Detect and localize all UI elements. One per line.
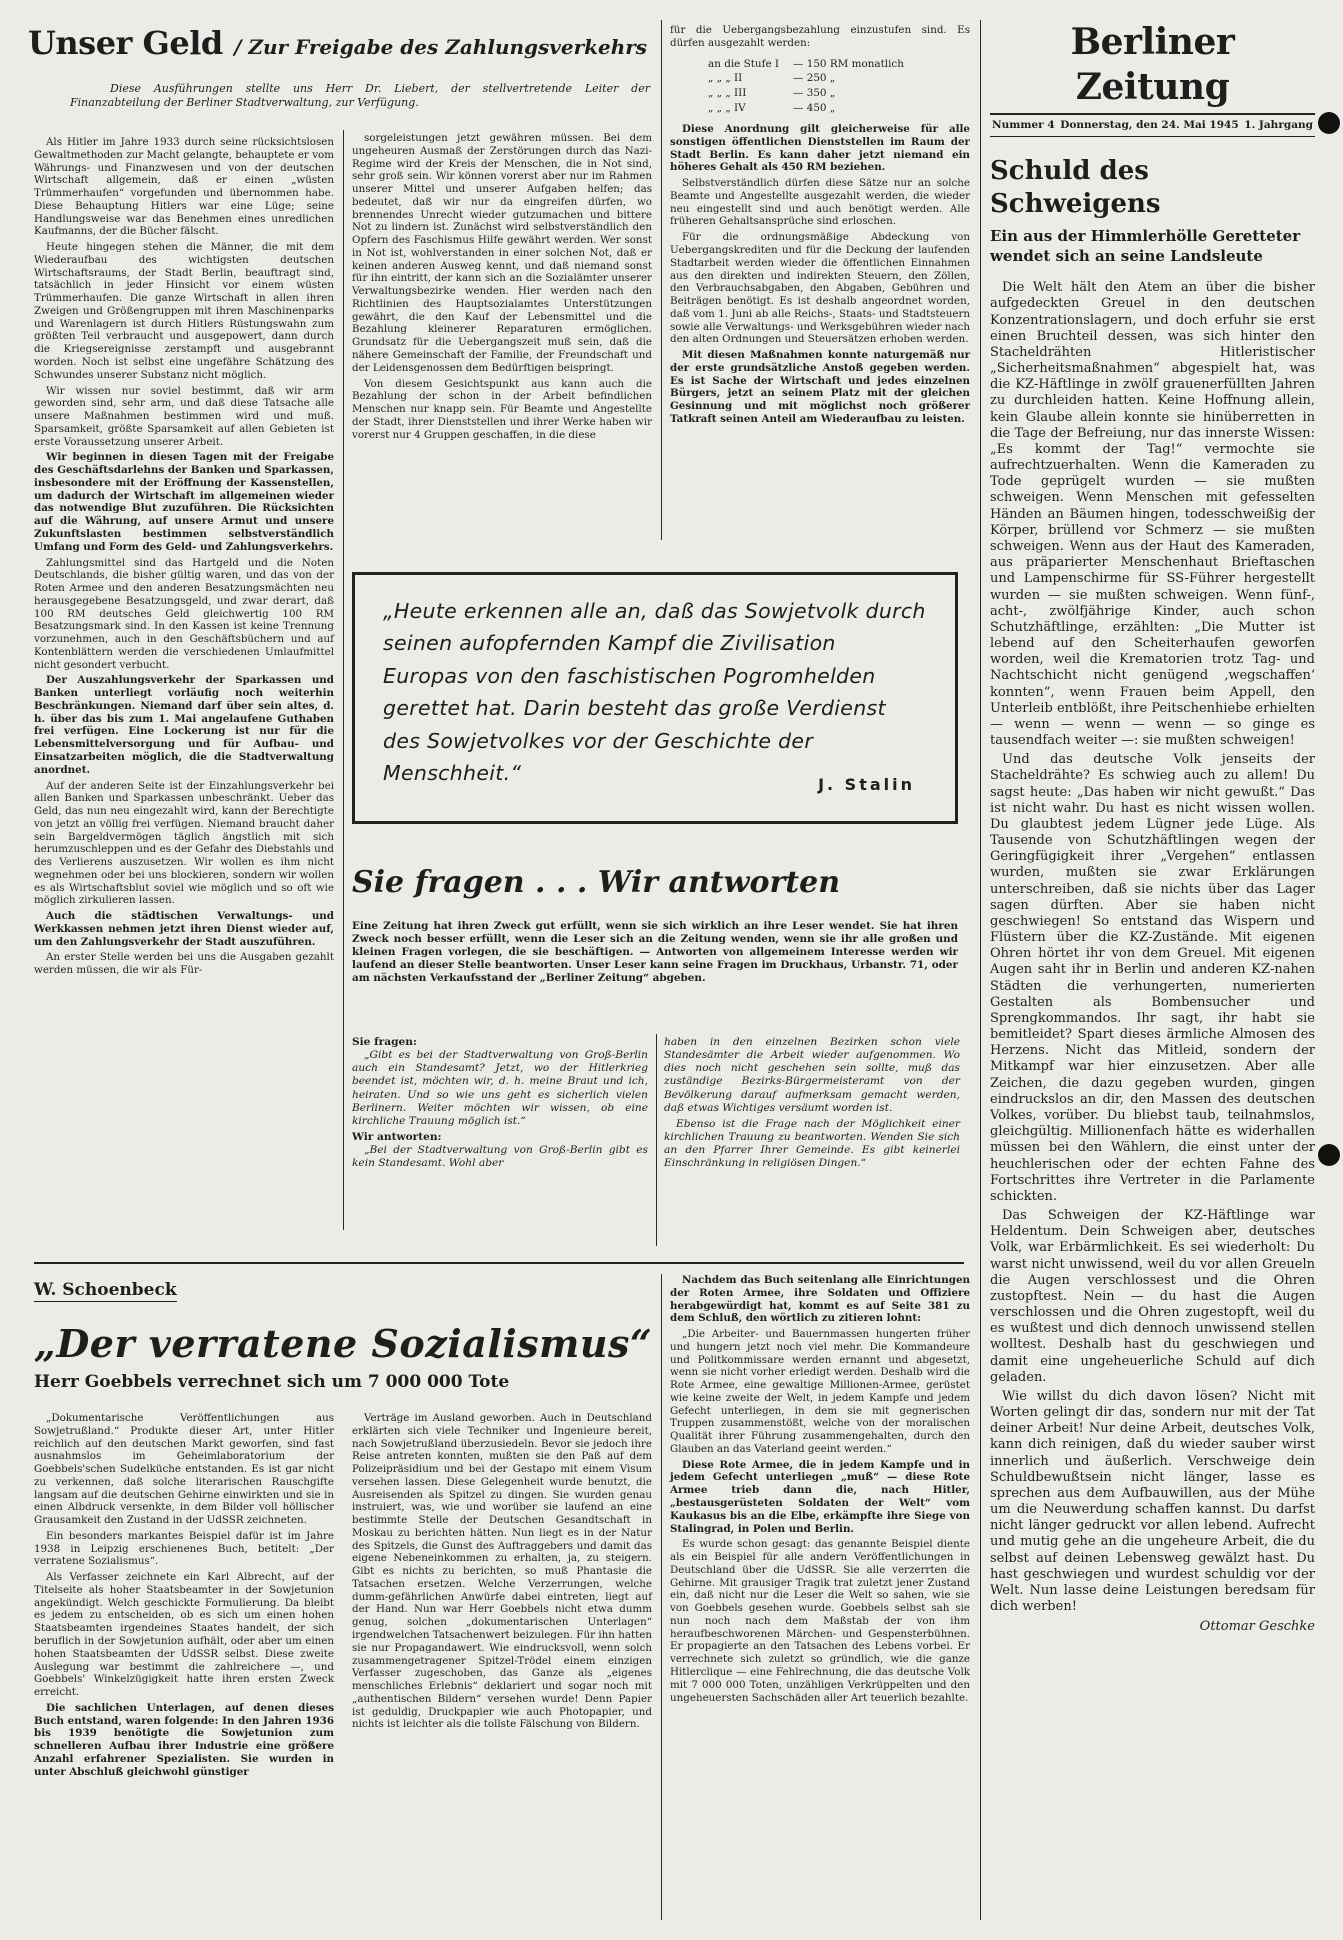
quote-author: J. Stalin: [818, 775, 915, 795]
paragraph: sorgeleistungen jetzt gewähren müssen. Bei dem ungeheuren Ausmaß der Zerstörungen durch das Nazi-Regime wird der Kreis der Menschen, die in Not sind, sehr groß sein. Wir können vorerst aber nur im Rahmen unserer Mittel und unserer Aufgaben helfen; das bedeutet, daß wir nur da eingreifen dürfen, wo brennendes Unrecht wieder gutzumachen und bittere Not zu lindern ist. Zunächst wird selbstverständlich den Opfern des Faschismus Hilfe gewährt werden. Wer sonst in Not ist, wohlverstanden in einer solchen Not, daß er keinen anderen Ausweg kennt, und daß niemand sonst für ihn eintritt, der kann sich an die Sozialämter unserer Verwaltungsbezirke wenden. Hier werden nach den Richtlinien des Hauptsozialamtes Unterstützungen gewährt, die den Kauf der Lebensmittel und die Bezahlung kleinerer Reparaturen ermöglichen. Grundsatz für die Uebergangszeit muß sein, daß die nähere Gemeinschaft der Familie, der Freundschaft und der Leidensgenossen dem Bedürftigen beispringt.: [352, 132, 652, 374]
issue-date: Donnerstag, den 24. Mai 1945: [1060, 119, 1239, 132]
paragraph: Für die ordnungsmäßige Abdeckung von Uebergangskrediten und für die Deckung der laufenden Stadtarbeit werden wieder die öffentlichen Einnahmen aus den direkten und indirekten Steuern, den Zöllen, den Verbrauchsabgaben, den Abgaben, Gebühren und Beiträgen benötigt. Es ist deshalb angeordnet worden, daß vom 1. Juni ab alle Reichs-, Staats- und Stadtsteuern sowie alle Verwaltungs- und Werksgebühren wieder nach den alten Ordnungen und Steuersätzen erhoben werden.: [670, 231, 970, 346]
binder-hole-icon: [1318, 1144, 1340, 1166]
column-divider: [980, 20, 981, 1920]
salary-row: an die Stufe I — 150 RM monatlich: [708, 57, 904, 70]
paragraph: Zahlungsmittel sind das Hartgeld und die Noten Deutschlands, die bisher gültig waren, und das von der Roten Armee und den anderen Besatzungsmächten neu herausgegebene Besatzungsgeld, und zwar derart, daß 100 RM deutsches Geld gleichwertig 100 RM Besatzungsmark sind. In den Kassen ist keine Trennung vorzunehmen, auch in den Geschäftsbüchern und auf Kontenblättern werden die verschiedenen Umlaufmittel nicht gesondert verbucht.: [34, 556, 334, 671]
headline-subtitle-geld: / Zur Freigabe des Zahlungsverkehrs: [234, 35, 648, 59]
paragraph: für die Uebergangsbezahlung einzustufen sind. Es dürfen ausgezahlt werden:: [670, 24, 970, 49]
issue-year: 1. Jahrgang: [1244, 119, 1313, 132]
headline-schuld: Schuld des Schweigens: [990, 156, 1161, 219]
salary-row: „ „ „ III — 350 „: [708, 87, 836, 100]
quote-text: „Heute erkennen alle an, daß das Sowjetvolk durch seinen aufopfernden Kampf die Zivilisation Europas von den faschistischen Pogromhelden gerettet hat. Darin besteht das große Verdienst des Sowjetvolkes vor der Geschichte der Menschheit.“: [383, 599, 926, 785]
paragraph: Als Verfasser zeichnete ein Karl Albrecht, auf der Titelseite als hoher Staatsbeamter in der Sowjetunion angekündigt. Welch geschickte Formulierung. Da bleibt es jedem zu entscheiden, ob es sich um einen hohen Staatsbeamten irgendeines Staates handelt, der sich beruflich in der Sowjetunion aufhält, oder aber um einen hohen Staatsbeamten der UdSSR selbst. Diese zweite Auslegung war bestimmt die zahlreichere —, und Goebbels' Winkelzügigkeit hatte ihren ersten Zweck erreicht.: [34, 1571, 334, 1699]
masthead: [990, 20, 1315, 1636]
paragraph: Wie willst du dich davon lösen? Nicht mit Worten gelingt dir das, sondern nur mit der Tat deiner Arbeit! Nur deine Arbeit, deutsches Volk, kann dich reinigen, daß du wieder sauber wirst innerlich und äußerlich. Verschweige dein Schuldbewußtsein nicht länger, lasse es sprechen aus dem Aufbauwillen, aus der Mühe um die Neuwerdung schaffen kannst. Du darfst nicht länger gedruckt vor allen lebend. Aufrecht und mutig gehe an die ungeheure Arbeit, die du selbst auf deinen Lebensweg gewälzt hast. Du hast geschwiegen und wurdest schuldig vor der Welt. Nun lasse deine Leistungen beredsam für dich werben!: [990, 1388, 1315, 1615]
paragraph-bold: Diese Rote Armee, die in jedem Kampfe und in jedem Gefecht unterliegen „muß“ — diese Rote Armee trieb dann die, nach Hitler, „bestausgerüsteten Soldaten der Welt“ vom Kaukasus bis an die Elbe, erkämpfte ihre Siege von Stalingrad, in Polen und Berlin.: [670, 1458, 970, 1535]
geld-column-2: [352, 132, 652, 444]
paragraph: Selbstverständlich dürfen diese Sätze nur an solche Beamte und Angestellte ausgezahlt werden, die wieder neu eingestellt sind und auch benötigt werden. Alle früheren Gehaltsansprüche sind erloschen.: [670, 177, 970, 228]
fragen-column-2: [664, 1036, 960, 1173]
headline-subtitle-schuld: Ein aus der Himmlerhölle Geretteter wendet sich an seine Landsleute: [990, 226, 1301, 265]
section-divider: [34, 1262, 964, 1264]
paragraph-bold: Nachdem das Buch seitenlang alle Einrichtungen der Roten Armee, ihre Soldaten und Offiziere herabgewürdigt hat, kommt es auf Seite 381 zu dem Schluß, den wörtlich zu zitieren lohnt:: [670, 1274, 970, 1325]
paragraph: Als Hitler im Jahre 1933 durch seine rücksichtslosen Gewaltmethoden zur Macht gelangte, behauptete er vom Währungs- und Finanzwesen und von der deutschen Wirtschaft allgemein, daß er einen „wüsten Trümmerhaufen“ vorgefunden und übernommen habe. Diese Behauptung Hitlers war eine Lüge; seine Handlungsweise war das Benehmen eines unredlichen Kaufmanns, der die Bücher fälscht.: [34, 136, 334, 238]
paragraph-bold: Wir beginnen in diesen Tagen mit der Freigabe des Geschäftsdarlehns der Banken und Sparkassen, insbesondere mit der Eröffnung der Kassenstellen, um dadurch der Wirtschaft im allgemeinen wieder das notwendige Blut zuzuführen. Die Rücksichten auf die Währung, auf unsere Armut und unsere Zukunftslasten bestimmen selbstverständlich Umfang und Form des Geld- und Zahlungsverkehrs.: [34, 451, 334, 553]
geld-column-1: [34, 136, 334, 980]
paragraph-bold: Der Auszahlungsverkehr der Sparkassen und Banken unterliegt vorläufig noch weiterhin Beschränkungen. Niemand darf über sein altes, d. h. über das bis zum 1. Mai angelaufene Guthaben frei verfügen. Eine Lockerung ist nur für die Lebensmittelversorgung und für Aufbau- und Einsatzarbeiten möglich, die die Stadtverwaltung anordnet.: [34, 674, 334, 776]
paragraph-bold: Die sachlichen Unterlagen, auf denen dieses Buch entstand, waren folgende: In den Jahren 1936 bis 1939 benötigte die Sowjetunion zum schnelleren Aufbau ihrer Industrie eine größere Anzahl erfahrener Spezialisten. Sie wurden in unter Abschluß gleichwohl günstiger: [34, 1701, 334, 1778]
schuld-body: [990, 280, 1315, 1635]
salary-row: „ „ „ II — 250 „: [708, 72, 836, 85]
column-divider: [661, 20, 662, 540]
headline-fragen: Sie fragen . . . Wir antworten: [352, 865, 841, 900]
paragraph: Wir wissen nur soviel bestimmt, daß wir arm geworden sind, sehr arm, und daß diese Tatsache alle unsere Maßnahmen bestimmen wird und muß. Sparsamkeit, größte Sparsamkeit auf allen Gebieten ist erste Voraussetzung unserer Arbeit.: [34, 384, 334, 448]
paragraph: Auf der anderen Seite ist der Einzahlungsverkehr bei allen Banken und Sparkassen unbeschränkt. Ueber das Geld, das nun neu eingezahlt wird, kann der Berechtigte von jetzt an völlig frei verfügen. Niemand braucht daher sein Bargeldvermögen täglich ängstlich mit sich herumzuschleppen und es der Gefahr des Diebstahls und des Verlierens auszusetzen. Wir wollen es ihm nicht wegnehmen oder bei uns blockieren, sondern wir wollen es als Wirtschaftsblut soviel wie möglich und so oft wie möglich zirkulieren lassen.: [34, 779, 334, 907]
article-title-geld: [28, 24, 648, 64]
paragraph: Heute hingegen stehen die Männer, die mit dem Wiederaufbau des wichtigsten deutschen Wirtschaftsraums, der Stadt Berlin, beauftragt sind, tatsächlich in jeder Hinsicht vor einem wüsten Trümmerhaufen. Die ganze Wirtschaft in allen ihren Zweigen und Größengruppen mit ihren Maschinenparks und Warenlagern ist durch Hitlers Rüstungswahn zum größten Teil verbraucht und ausgepowert, dann durch die Kriegsereignisse zerstampft und ausgebrannt worden. Noch ist selbst eine ungefähre Schätzung des Schwundes unserer Substanz nicht möglich.: [34, 241, 334, 381]
answer-text: „Bei der Stadtverwaltung von Groß-Berlin gibt es kein Standesamt. Wohl aber: [352, 1144, 648, 1170]
answer-text: Ebenso ist die Frage nach der Möglichkeit einer kirchlichen Trauung zu beantworten. Wenden Sie sich an den Pfarrer Ihrer Gemeinde. Es gibt keinerlei Einschränkung in religiösen Dingen.“: [664, 1117, 960, 1170]
column-divider: [661, 1274, 662, 1920]
answer-text: haben in den einzelnen Bezirken schon viele Standesämter die Arbeit wieder aufgenommen. Wo dies noch nicht geschehen sein sollte, muß das zuständige Bezirks-Bürgermeisteramt von der Bevölkerung darauf aufmerksam gemacht werden, daß etwas Wichtiges versäumt worden ist.: [664, 1036, 960, 1114]
paragraph: Verträge im Ausland geworben. Auch in Deutschland erklärten sich viele Techniker und Ingenieure bereit, nach Sowjetrußland überzusiedeln. Bevor sie jedoch ihre Reise antreten konnten, mußten sie den Paß auf dem Polizeipräsidium und bei der Gestapo mit einem Visum versehen lassen. Diese Gelegenheit wurde benutzt, die Ausreisenden als Spitzel zu dingen. Sie wurden genau instruiert, was, wie und worüber sie laufend an eine bestimmte Stelle der Deutschen Gesandtschaft in Moskau zu berichten hätten. Nun liegt es in der Natur des Spitzels, die Gunst des Auftraggebers und damit das eigene Nebeneinkommen zu erhalten, ja, zu steigern. Gibt es nichts zu berichten, so muß Phantasie die Tatsachen ersetzen. Welche Verzerrungen, welche dumm-gefährlichen Anwürfe dabei eintreten, liegt auf der Hand. Nun war Herr Goebbels nicht etwa dumm genug, solchen „dokumentarischen Unterlagen“ irgendwelchen Tatsachenwert beizulegen. Für ihn hatten sie nur Propagandawert. Wie eindrucksvoll, wenn solch zusammengetragener Spitzel-Trödel einem einzigen Verfasser zugeschoben, das Ganze als „eigenes menschliches Erlebnis“ deklariert und sogar noch mit „authentischen Bildern“ versehen wurde! Denn Papier ist geduldig, Druckpapier wie auch Photopapier, und nichts ist leichter als die tollste Fälschung von Bildern.: [352, 1412, 652, 1731]
signature: Ottomar Geschke: [1199, 1619, 1315, 1635]
headline-verrat: „Der verratene Sozialismus“: [34, 1321, 653, 1366]
issue-number: Nummer 4: [992, 119, 1055, 132]
paragraph-bold: Diese Anordnung gilt gleicherweise für alle sonstigen öffentlichen Dienststellen im Raum der Stadt Berlin. Es kann daher jetzt niemand ein höheres Gehalt als 450 RM beziehen.: [670, 123, 970, 174]
paragraph: „Dokumentarische Veröffentlichungen aus Sowjetrußland.“ Produkte dieser Art, unter Hitler reichlich auf den deutschen Markt geworfen, sind fast ausnahmslos im Geheimlaboratorium der Goebbels'schen Sudelküche entstanden. Es ist gar nicht zu verkennen, daß solche literarischen Rauschgifte langsam auf die deutschen Gehirne einwirkten und sie in einen Albdruck versenkte, in dem Bilder voll höllischer Grausamkeit den Zustand in der UdSSR zeichneten.: [34, 1412, 334, 1527]
fragen-intro: Eine Zeitung hat ihren Zweck gut erfüllt, wenn sie sich wirklich an ihre Leser wendet. Sie hat ihren Zweck noch besser erfüllt, wenn die Leser sich an die Zeitung wenden, wenn sie ihr alle großen und kleinen Fragen vorlegen, die sie beschäftigen. — Antworten von allgemeinem Interesse werden wir laufend an dieser Stelle beantworten. Unser Leser kann seine Fragen im Druckhaus, Urbanstr. 71, oder am nächsten Verkaufsstand der „Berliner Zeitung“ abgeben.: [352, 920, 958, 984]
column-divider: [343, 130, 344, 1230]
verrat-column-1: [34, 1412, 334, 1781]
fragen-column-1: [352, 1036, 648, 1173]
article-author: W. Schoenbeck: [34, 1280, 177, 1302]
paragraph: Ein besonders markantes Beispiel dafür ist im Jahre 1938 in Leipzig erschienenes Buch, betitelt: „Der verratene Sozialismus“.: [34, 1529, 334, 1568]
newspaper-name: Berliner Zeitung: [990, 20, 1315, 115]
answer-label: Wir antworten:: [352, 1130, 442, 1143]
paragraph: An erster Stelle werden bei uns die Ausgaben gezahlt werden müssen, die wir als Für-: [34, 951, 334, 977]
paragraph: „Die Arbeiter- und Bauernmassen hungerten früher und hungern jetzt noch viel mehr. Die Kommandeure und Politkommissare werden ernannt und abgesetzt, wenn sie nicht vorher erledigt werden. Deshalb wird die Rote Armee, eine gewaltige Millionen-Armee, gerüstet wie keine zweite der Welt, in jedem Kampfe und jedem Gefecht unterliegen, in dem sie mit gegnerischen Truppen zusammenstößt, welche von der moralischen Qualität ihrer Führung zusammengehalten, durch den Glauben an das Vaterland geeint werden.“: [670, 1328, 970, 1455]
paragraph: Es wurde schon gesagt: das genannte Beispiel diente als ein Beispiel für alle andern Veröffentlichungen in Deutschland über die UdSSR. Sie alle verzerrten die Gehirne. Mit grausiger Tragik trat zuletzt jener Zustand ein, daß nicht nur die Leser die Welt so sahen, wie sie von Goebbels gesehen wurde. Goebbels selbst sah sie nun noch nach dem Maßstab der von ihm heraufbeschworenen Märchen- und Gespensterbühnen. Er propagierte an den Tatsachen des Lebens vorbei. Er verrechnete sich zuletzt so gründlich, wie die ganze Hitlerclique — eine Fehlrechnung, die das deutsche Volk mit 7 000 000 Toten, unzähligen Verkrüppelten und den ungeheuersten Sachschäden aller Art teuerlich bezahlte.: [670, 1538, 970, 1704]
verrat-column-3: [670, 1274, 970, 1707]
verrat-column-2: [352, 1412, 652, 1734]
paragraph-bold: Mit diesen Maßnahmen konnte naturgemäß nur der erste grundsätzliche Anstoß gegeben werden. Es ist Sache der Wirtschaft und jedes einzelnen Bürgers, jetzt an seinem Platz mit der gleichen Gesinnung und mit möglichst noch größerer Tatkraft seinen Anteil am Wiederaufbau zu leisten.: [670, 349, 970, 425]
paragraph: Und das deutsche Volk jenseits der Stacheldrähte? Es schwieg auch zu allem! Du sagst heute: „Das haben wir nicht gewußt.“ Das ist nicht wahr. Du hast es nicht wissen wollen. Du glaubtest jedem Lügner jede Lüge. Als Tausende von Schutzhäftlingen wegen der Geringfügigkeit ihrer „Vergehen“ entlassen wurden, mußten sie zwar Erklärungen unterschreiben, daß sie nichts über das Lager sagen dürften. Aber sie haben nicht geschwiegen! So entstand das Wispern und Flüstern über die KZ-Zustände. Mit eigenen Ohren hörtet ihr von dem Greuel. Mit eigenen Augen saht ihr in Berlin und anderen KZ-nahen Städten die verhungerten, numerierten Gestalten als Bombensucher und Sprengkommandos. Ihr sagt, ihr habt sie bemitleidet? Spart dieses ärmliche Almosen des Herzens. Nicht das Mitleid, sondern der Mitkampf war hier einzusetzen. Aber alle Zeichen, die dazu gegeben wurden, gingen eindruckslos an dir, den Massen des deutschen Volkes, vorüber. Du bliebst taub, teilnahmslos, gleichgültig. Millionenfach hätte es widerhallen müssen bei den Wählern, die einst unter der heuchlerischen oder der echten Fahne des Fortschrittes ihre Vertreter in die Parlamente schickten.: [990, 752, 1315, 1204]
salary-row: „ „ „ IV — 450 „: [708, 102, 836, 115]
paragraph-bold: Auch die städtischen Verwaltungs- und Werkkassen nehmen jetzt ihren Dienst wieder auf, um den Zahlungsverkehr der Stadt auszuführen.: [34, 910, 334, 948]
paragraph: Die Welt hält den Atem an über die bisher aufgedeckten Greuel in den deutschen Konzentrationslagern, und doch erfuhr sie erst einen Bruchteil dessen, was sich hinter den Stacheldrähten Hitleristischer „Sicherheitsmaßnahmen“ abgespielt hat, was die KZ-Häftlinge in zwölf grauenerfüllten Jahren zu durchleiden hatten. Keine Hoffnung allein, kein Glaube allein konnte sie hinüberretten in die Tage der Befreiung, nur das innerste Wissen: „Es kommt der Tag!“ vermochte sie aufrechtzuerhalten. Wenn die Kameraden zu Tode geprügelt wurden — sie mußten schweigen. Wenn Menschen mit gefesselten Händen an Bäumen hingen, todesschweißig der Körper, brüllend vor Schmerz — sie mußten schweigen. Wenn aus der Haut des Kameraden, aus präparierter Menschenhaut Brieftaschen und Lampenschirme für SS-Führer hergestellt wurden — sie mußten schweigen. Wenn fünf-, acht-, zwölfjährige Kinder, auch schon Schutzhäftlinge, erzählten: „Die Mutter ist lebend auf den Scheiterhaufen geworfen worden, weil die Krematorien trotz Tag- und Nachtschicht nicht genügend ‚wegschaffen‘ konnten“, wenn Frauen beim Appell, den Unterleib entblößt, ihre Peitschenhiebe erhielten — wenn — wenn — wenn — so ginge es tausendfach weiter —: sie mußten schweigen!: [990, 280, 1315, 749]
quote-box: [352, 572, 958, 824]
article-intro-geld: Diese Ausführungen stellte uns Herr Dr. Liebert, der stellvertretende Leiter der Finanzabteilung der Berliner Stadtverwaltung, zur Verfügung.: [70, 82, 650, 109]
binder-hole-icon: [1318, 112, 1340, 134]
paragraph: Von diesem Gesichtspunkt aus kann auch die Bezahlung der schon in der Arbeit befindlichen Menschen nur knapp sein. Für Beamte und Angestellte der Stadt, ihrer Dienststellen und ihrer Werke haben wir vorerst nur 4 Gruppen geschaffen, in die diese: [352, 377, 652, 441]
column-divider: [656, 1034, 657, 1246]
question-text: „Gibt es bei der Stadtverwaltung von Groß-Berlin auch ein Standesamt? Jetzt, wo der Hitlerkrieg beendet ist, möchten wir, d. h. meine Braut und ich, heiraten. Und so wie uns geht es sicherlich vielen Berlinern. Weiter möchten wir wissen, ob eine kirchliche Trauung möglich ist.“: [352, 1049, 648, 1127]
issue-meta: [990, 115, 1315, 137]
question-label: Sie fragen:: [352, 1036, 417, 1048]
headline-subtitle-verrat: Herr Goebbels verrechnet sich um 7 000 000 Tote: [34, 1372, 510, 1392]
paragraph: Das Schweigen der KZ-Häftlinge war Heldentum. Dein Schweigen aber, deutsches Volk, war Erbärmlichkeit. Es sei wiederholt: Du warst nicht unwissend, weil du vor allen Greueln die Augen verschlossest und die Ohren zustopftest. Nein — du hast die Augen verschlossen und die Ohren zugestopft, weil du es wußtest und dich dennoch unwissend stellen wolltest. Deshalb hast du geschwiegen und damit eine ungeheuerliche Schuld auf dich geladen.: [990, 1208, 1315, 1385]
geld-column-3: [670, 24, 970, 429]
headline-unser-geld: Unser Geld: [28, 24, 223, 62]
salary-table: [700, 56, 912, 118]
